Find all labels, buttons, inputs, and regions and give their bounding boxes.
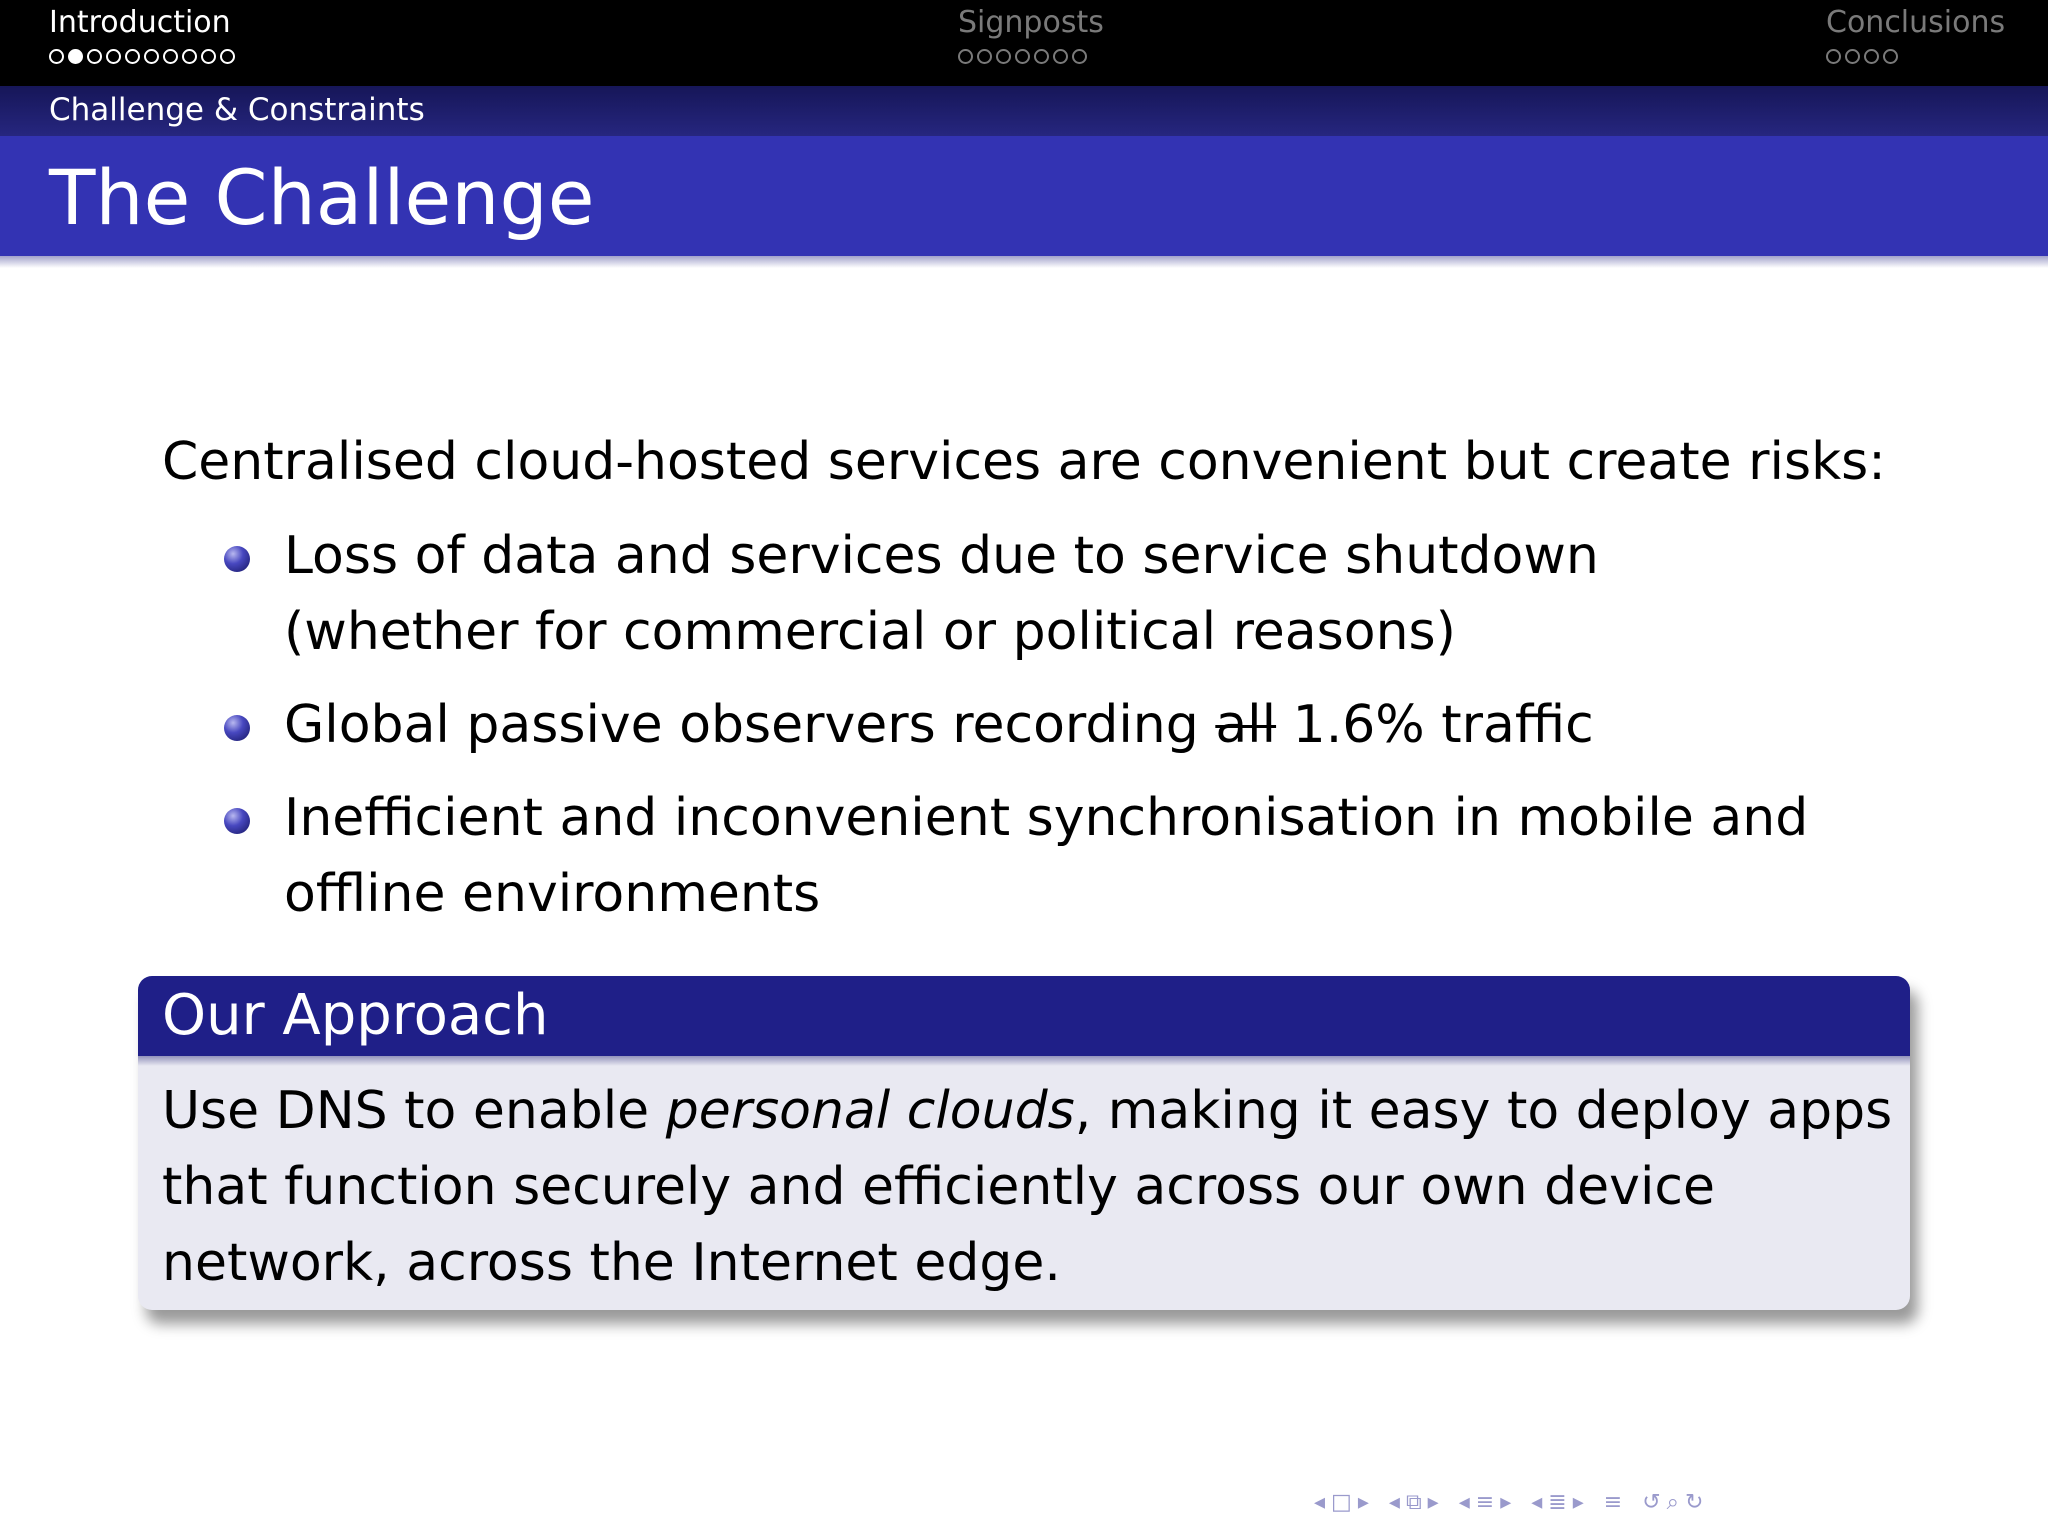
block-text: Use DNS to enable: [162, 1081, 666, 1141]
nav-section-title[interactable]: Signposts: [958, 5, 1104, 40]
section-nav-group: [1531, 1490, 1584, 1516]
frame-next-icon[interactable]: ▸: [1427, 1490, 1439, 1515]
nav-dot[interactable]: [1072, 49, 1087, 64]
frame-icon[interactable]: ⧉: [1405, 1490, 1422, 1515]
subsection-icon[interactable]: ≡: [1475, 1490, 1495, 1515]
nav-section-introduction[interactable]: [49, 4, 235, 66]
top-navigation: [0, 0, 2048, 86]
block-emphasis: personal clouds: [665, 1081, 1075, 1141]
subsection-bar: [0, 86, 2048, 136]
search-nav-group: [1642, 1490, 1703, 1516]
list-item: [220, 518, 1840, 670]
bullet-text-end: 1.6% traffic: [1276, 695, 1594, 755]
nav-section-signposts[interactable]: [958, 4, 1104, 66]
slide-prev-icon[interactable]: ◂: [1314, 1490, 1326, 1515]
section-icon[interactable]: ≣: [1548, 1490, 1567, 1515]
block-title: Our Approach: [162, 983, 549, 1048]
nav-dot[interactable]: [958, 49, 973, 64]
frame-title: The Challenge: [49, 153, 595, 242]
slide-next-icon[interactable]: ▸: [1357, 1490, 1369, 1515]
nav-dot[interactable]: [49, 49, 64, 64]
bullet-text: Inefficient and inconvenient synchronisation in mobile and offline environments: [284, 788, 1809, 924]
nav-dot[interactable]: [68, 49, 83, 64]
struck-word: all: [1215, 695, 1277, 755]
subsection-nav-group: [1459, 1490, 1512, 1516]
list-item: [220, 687, 1840, 763]
block-title-shadow: [138, 1056, 1910, 1066]
navigation-symbols: [1314, 1490, 1703, 1516]
nav-dot[interactable]: [125, 49, 140, 64]
bullet-icon: [224, 808, 250, 834]
nav-dot[interactable]: [1864, 49, 1879, 64]
section-prev-icon[interactable]: ◂: [1531, 1490, 1543, 1515]
nav-dot[interactable]: [87, 49, 102, 64]
title-shadow: [0, 256, 2048, 268]
nav-section-conclusions[interactable]: [1826, 4, 2005, 66]
frame-title-bar: [0, 136, 2048, 256]
nav-dot[interactable]: [201, 49, 216, 64]
nav-dot[interactable]: [996, 49, 1011, 64]
subsection-title[interactable]: Challenge & Constraints: [49, 92, 425, 128]
nav-dot[interactable]: [1053, 49, 1068, 64]
nav-dot[interactable]: [220, 49, 235, 64]
nav-dot[interactable]: [1883, 49, 1898, 64]
nav-section-title[interactable]: Introduction: [49, 5, 231, 40]
bullet-text-continued: (whether for commercial or political reasons): [284, 602, 1456, 662]
forward-icon[interactable]: ↻: [1684, 1490, 1704, 1515]
search-icon[interactable]: ⌕: [1666, 1490, 1679, 1515]
bullet-icon: [224, 715, 250, 741]
back-icon[interactable]: ↺: [1642, 1490, 1661, 1515]
approach-block: [138, 976, 1910, 1310]
risk-list: [220, 518, 1840, 949]
nav-dots: [958, 46, 1104, 66]
nav-dot[interactable]: [1845, 49, 1860, 64]
frame-prev-icon[interactable]: ◂: [1388, 1490, 1400, 1515]
nav-dot[interactable]: [977, 49, 992, 64]
frame-nav-group: [1389, 1490, 1439, 1516]
bullet-text: Global passive observers recording: [284, 695, 1216, 755]
block-title-bar: [138, 976, 1910, 1056]
bullet-icon: [224, 546, 250, 572]
toc-icon[interactable]: ≡: [1603, 1490, 1623, 1515]
nav-dot[interactable]: [1826, 49, 1841, 64]
block-text-end: , making it easy to deploy apps that function securely and efficiently across our own device network, across the Internet edge.: [162, 1081, 1893, 1293]
block-body: [162, 1073, 1902, 1301]
nav-dots: [1826, 46, 2005, 66]
bullet-text: Loss of data and services due to service shutdown: [284, 526, 1599, 586]
nav-dot[interactable]: [144, 49, 159, 64]
nav-dot[interactable]: [1015, 49, 1030, 64]
intro-text: Centralised cloud-hosted services are convenient but create risks:: [162, 432, 1886, 492]
nav-dots: [49, 46, 235, 66]
nav-dot[interactable]: [1034, 49, 1049, 64]
nav-dot[interactable]: [106, 49, 121, 64]
nav-dot[interactable]: [163, 49, 178, 64]
list-item: [220, 780, 1840, 932]
subsection-prev-icon[interactable]: ◂: [1458, 1490, 1470, 1515]
slide-nav-group: [1314, 1490, 1369, 1516]
nav-dot[interactable]: [182, 49, 197, 64]
section-next-icon[interactable]: ▸: [1572, 1490, 1584, 1515]
slide-icon[interactable]: □: [1331, 1490, 1352, 1515]
subsection-next-icon[interactable]: ▸: [1500, 1490, 1512, 1515]
nav-section-title[interactable]: Conclusions: [1826, 5, 2006, 40]
